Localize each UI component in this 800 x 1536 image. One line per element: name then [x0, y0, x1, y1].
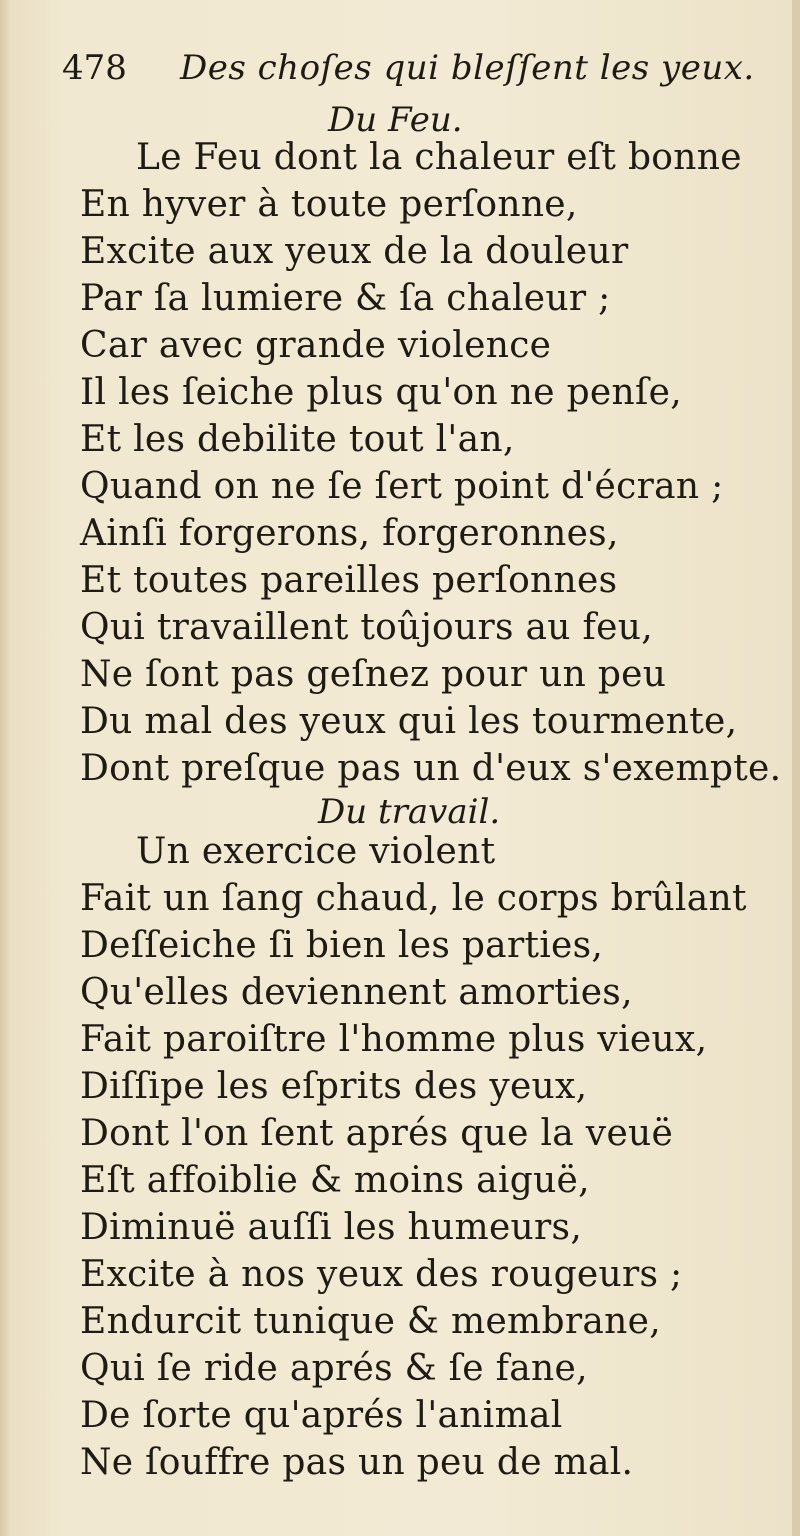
verse-line: Deſſeiche ſi bien les parties,	[80, 925, 604, 966]
verse-line: Qu'elles deviennent amorties,	[80, 972, 633, 1013]
verse-line: Ne ſont pas geſnez pour un peu	[80, 654, 667, 695]
verse-line: Ne ſouffre pas un peu de mal.	[80, 1442, 634, 1483]
verse-line: Fait paroiſtre l'homme plus vieux,	[80, 1019, 708, 1060]
verse-line: Par ſa lumiere & ſa chaleur ;	[80, 278, 611, 319]
section-title: Du Feu.	[328, 100, 463, 140]
verse-line: Un exercice violent	[136, 831, 496, 872]
verse-line: Et les debilite tout l'an,	[80, 419, 515, 460]
page-gutter-shadow	[0, 0, 10, 1536]
verse-line: Dont l'on ſent aprés que la veuë	[80, 1113, 674, 1154]
verse-line: Diſſipe les eſprits des yeux,	[80, 1066, 588, 1107]
running-head	[62, 42, 755, 98]
verse-line: Quand on ne ſe ſert point d'écran ;	[80, 466, 724, 507]
page-number: 478	[62, 48, 127, 88]
verse-line: Excite aux yeux de la douleur	[80, 231, 629, 272]
verse-line: Endurcit tunique & membrane,	[80, 1301, 661, 1342]
verse-line: Il les ſeiche plus qu'on ne penſe,	[80, 372, 682, 413]
running-title: Des choſes qui bleſſent les yeux.	[180, 48, 755, 88]
verse-line: Ainſi forgerons, forgeronnes,	[80, 513, 619, 554]
verse-line: Le Feu dont la chaleur eſt bonne	[136, 137, 742, 178]
verse-line: En hyver à toute perſonne,	[80, 184, 578, 225]
section-title: Du travail.	[318, 792, 501, 832]
verse-line: Car avec grande violence	[80, 325, 552, 366]
verse-line: Eſt affoiblie & moins aiguë,	[80, 1160, 590, 1201]
verse-line: Diminuë auſſi les humeurs,	[80, 1207, 583, 1248]
verse-line: Dont preſque pas un d'eux s'exempte.	[80, 748, 782, 789]
verse-line: Du mal des yeux qui les tourmente,	[80, 701, 738, 742]
verse-line: Fait un ſang chaud, le corps brûlant	[80, 878, 747, 919]
verse-line: De ſorte qu'aprés l'animal	[80, 1395, 563, 1436]
page-edge	[792, 0, 800, 1536]
verse-line: Qui travaillent toûjours au feu,	[80, 607, 653, 648]
verse-line: Qui ſe ride aprés & ſe fane,	[80, 1348, 588, 1389]
verse-line: Excite à nos yeux des rougeurs ;	[80, 1254, 683, 1295]
verse-line: Et toutes pareilles perſonnes	[80, 560, 618, 601]
